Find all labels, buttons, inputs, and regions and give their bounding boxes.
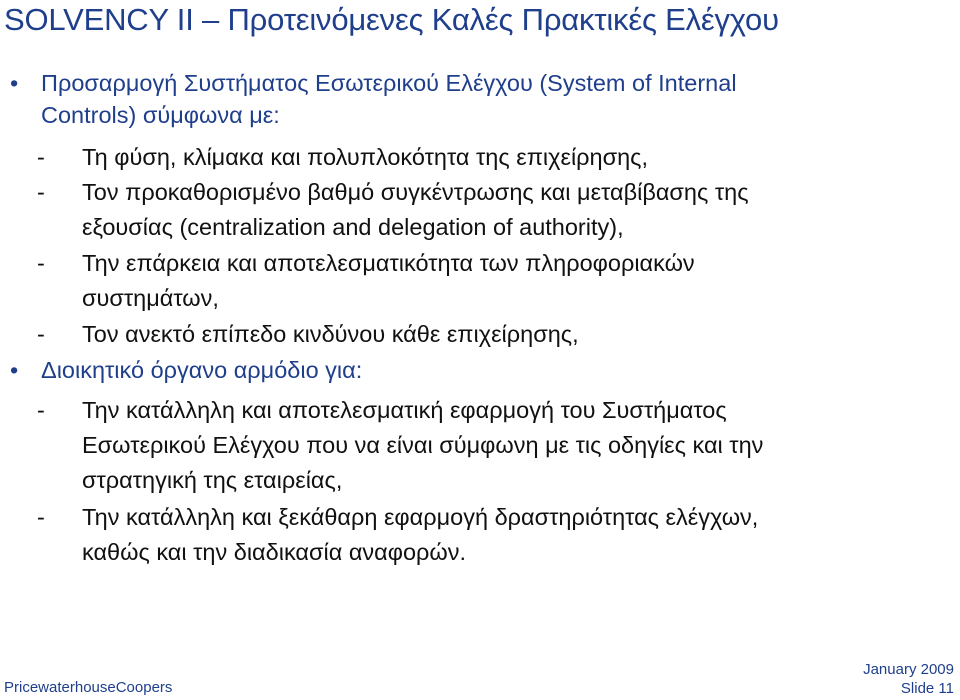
bullet-line: Controls) σύμφωνα με: (41, 102, 280, 128)
dash-marker: - (37, 144, 45, 170)
slide-title: SOLVENCY II – Προτεινόμενες Καλές Πρακτικές Ελέγχου (4, 2, 779, 37)
bullet-item (0, 354, 950, 394)
dash-line: συστημάτων, (82, 285, 219, 311)
bullet-line: Προσαρμογή Συστήματος Εσωτερικού Ελέγχου (System of Internal (41, 70, 737, 96)
footer-slide-number: Slide 11 (900, 680, 954, 697)
footer-date: January 2009 (863, 661, 954, 678)
dash-line: Την κατάλληλη και αποτελεσματική εφαρμογή του Συστήματος (82, 397, 727, 423)
footer-company: PricewaterhouseCoopers (4, 679, 173, 696)
dash-marker: - (37, 179, 45, 205)
bullet-item (0, 67, 950, 141)
dash-marker: - (37, 250, 45, 276)
bullet-marker: • (10, 357, 19, 383)
dash-marker: - (37, 397, 45, 423)
dash-item (0, 141, 950, 176)
dash-item (0, 247, 950, 318)
dash-line: εξουσίας (centralization and delegation of authority), (82, 214, 624, 240)
bullet-line: Διοικητικό όργανο αρμόδιο για: (41, 357, 363, 383)
dash-item (0, 394, 950, 501)
footer-meta (863, 660, 954, 698)
dash-line: Την επάρκεια και αποτελεσματικότητα των πληροφοριακών (82, 250, 695, 276)
bullet-marker: • (10, 70, 19, 96)
dash-line: καθώς και την διαδικασία αναφορών. (82, 539, 467, 565)
dash-item (0, 501, 950, 571)
dash-line: Τον προκαθορισμένο βαθμό συγκέντρωσης και μεταβίβασης της (82, 179, 749, 205)
dash-line: Εσωτερικού Ελέγχου που να είναι σύμφωνη με τις οδηγίες και την (82, 432, 764, 458)
dash-line: Την κατάλληλη και ξεκάθαρη εφαρμογή δραστηριότητας ελέγχων, (82, 504, 759, 530)
dash-marker: - (37, 504, 45, 530)
dash-item (0, 318, 950, 354)
slide-content (0, 67, 950, 571)
dash-line: στρατηγική της εταιρείας, (82, 467, 343, 493)
dash-item (0, 176, 950, 247)
dash-line: Τον ανεκτό επίπεδο κινδύνου κάθε επιχείρησης, (82, 321, 579, 347)
dash-line: Τη φύση, κλίμακα και πολυπλοκότητα της επιχείρησης, (82, 144, 649, 170)
dash-marker: - (37, 321, 45, 347)
